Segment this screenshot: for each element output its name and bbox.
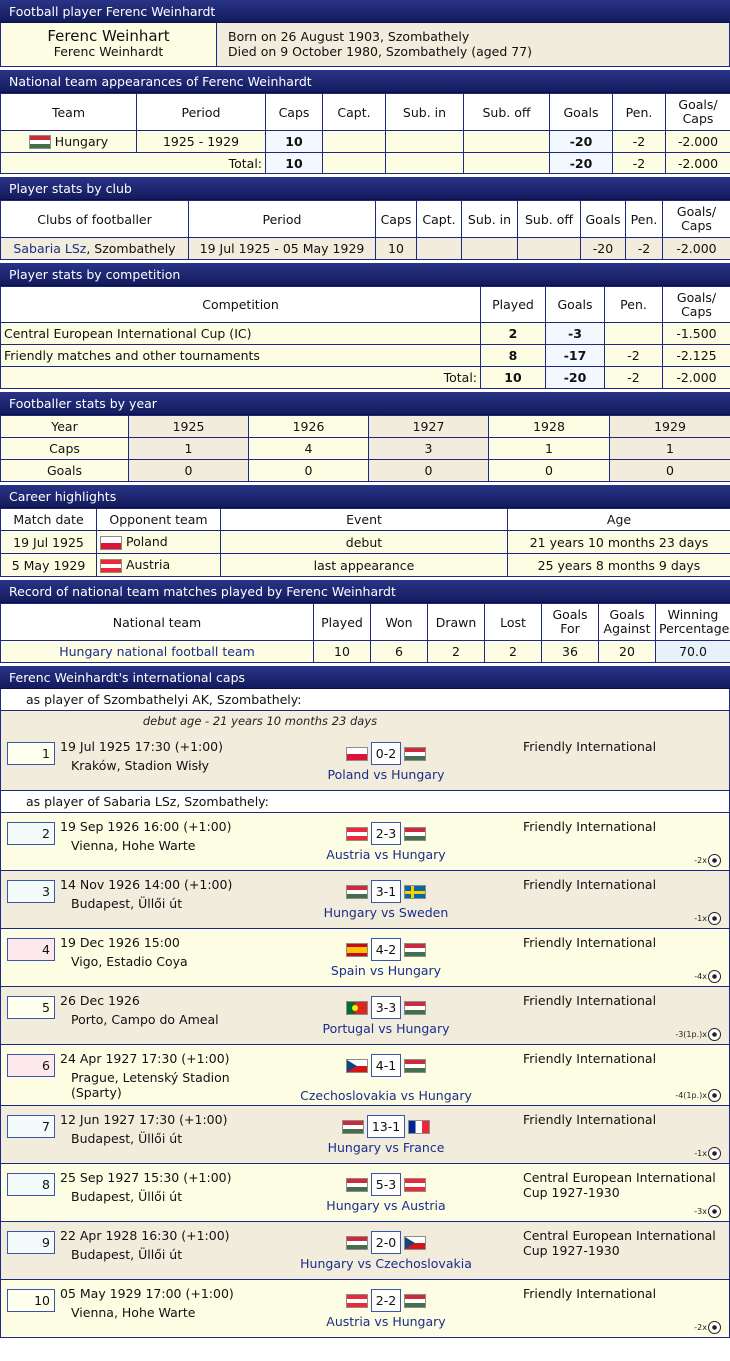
score-row [336, 742, 436, 765]
score-row [336, 1231, 436, 1254]
club-stats-table [0, 200, 730, 260]
match-row [0, 813, 730, 871]
match-teams-link[interactable]: Spain vs Hungary [330, 963, 442, 978]
total-row [1, 367, 730, 389]
goals-conceded-label: -2x [694, 856, 707, 865]
played-cell: 10 [314, 641, 371, 663]
match-date: 12 Jun 1927 17:30 (+1:00) [60, 1112, 228, 1127]
period-cell: 19 Jul 1925 - 05 May 1929 [189, 238, 376, 260]
col-sub-in: Sub. in [462, 201, 518, 238]
score-row [336, 1115, 436, 1138]
goals-conceded [694, 1321, 721, 1334]
goals-for-cell: 36 [542, 641, 599, 663]
total-label: Total: [1, 367, 481, 389]
match-venue: Budapest, Üllői út [71, 896, 183, 911]
goals-conceded [694, 912, 721, 925]
match-row [0, 1045, 730, 1106]
goals-against-cell: 20 [599, 641, 656, 663]
drawn-cell: 2 [428, 641, 485, 663]
goals-conceded [694, 854, 721, 867]
competition-name: Central European International Cup 1927-1930 [523, 1170, 716, 1200]
player-name: Ferenc Weinhart [47, 27, 170, 45]
caps-cell: 10 [266, 131, 323, 153]
poland-flag-icon [346, 747, 368, 761]
caps-cell: 10 [376, 238, 417, 260]
caps-section-title: Ferenc Weinhardt's international caps [0, 666, 730, 689]
total-pen: -2 [613, 153, 666, 174]
match-number[interactable]: 10 [7, 1289, 55, 1312]
col-goals: Goals [550, 94, 613, 131]
goals-conceded-label: -1x [694, 1149, 707, 1158]
competition-name: Friendly International [523, 1112, 657, 1127]
score-box[interactable]: 5-3 [371, 1173, 401, 1196]
score-box[interactable]: 3-3 [371, 996, 401, 1019]
table-row [1, 641, 730, 663]
col-match-date: Match date [1, 509, 97, 531]
col-club: Clubs of footballer [1, 201, 189, 238]
col-ratio: Goals/ Caps [663, 201, 730, 238]
hungary-flag-icon [346, 1236, 368, 1250]
total-played: 10 [481, 367, 546, 389]
match-date: 14 Nov 1926 14:00 (+1:00) [60, 877, 233, 892]
pen-cell: -2 [626, 238, 663, 260]
national-section-title: National team appearances of Ferenc Weinhardt [0, 70, 730, 93]
goals-label: Goals [1, 460, 129, 482]
total-goals: -20 [550, 153, 613, 174]
score-row [336, 1289, 436, 1312]
competition-name: Friendly International [523, 935, 657, 950]
hungary-flag-icon [346, 885, 368, 899]
total-goals: -20 [546, 367, 605, 389]
competition-stats-table [0, 286, 730, 389]
ratio-cell: -2.000 [666, 131, 730, 153]
match-teams-link[interactable]: Poland vs Hungary [327, 767, 445, 782]
match-teams-link[interactable]: Austria vs Hungary [326, 1314, 446, 1329]
col-caps: Caps [376, 201, 417, 238]
match-date: 19 Jul 1925 17:30 (+1:00) [60, 739, 224, 754]
caps-cell: 1 [129, 438, 249, 460]
competition-name: Friendly International [523, 1286, 657, 1301]
france-flag-icon [408, 1120, 430, 1134]
player-bio [217, 23, 729, 66]
col-pen: Pen. [605, 287, 663, 323]
table-row [1, 238, 730, 260]
club-subheading: as player of Sabaria LSz, Szombathely: [0, 791, 730, 813]
col-played: Played [481, 287, 546, 323]
col-pen: Pen. [626, 201, 663, 238]
hungary-flag-icon [404, 1001, 426, 1015]
caps-cell: 3 [369, 438, 489, 460]
goals-cell: 0 [129, 460, 249, 482]
ratio-cell: -1.500 [663, 323, 730, 345]
match-date: 05 May 1929 17:00 (+1:00) [60, 1286, 234, 1301]
match-number[interactable]: 8 [7, 1173, 55, 1196]
col-goals-against: Goals Against [599, 604, 656, 641]
goals-conceded-label: -1x [694, 914, 707, 923]
club-section-title: Player stats by club [0, 177, 730, 200]
score-row [336, 996, 436, 1019]
match-row [0, 871, 730, 929]
lost-cell: 2 [485, 641, 542, 663]
match-row [0, 1106, 730, 1164]
match-teams-link[interactable]: Hungary vs Austria [326, 1198, 446, 1213]
played-cell: 2 [481, 323, 546, 345]
match-teams-link[interactable]: Portugal vs Hungary [322, 1021, 450, 1036]
col-event: Event [221, 509, 508, 531]
total-label: Total: [137, 153, 266, 174]
year-cell: 1925 [129, 416, 249, 438]
col-ratio: Goals/ Caps [663, 287, 730, 323]
goals-cell: -20 [581, 238, 626, 260]
col-won: Won [371, 604, 428, 641]
competition-name: Central European International Cup (IC) [1, 323, 481, 345]
goals-cell: 0 [489, 460, 610, 482]
sub-off-cell [464, 131, 550, 153]
years-section-title: Footballer stats by year [0, 392, 730, 415]
table-row [1, 531, 730, 554]
col-national-team: National team [1, 604, 314, 641]
portugal-flag-icon [346, 1001, 368, 1015]
col-caps: Caps [266, 94, 323, 131]
hungary-flag-icon [404, 1059, 426, 1073]
competition-name: Friendly International [523, 1051, 657, 1066]
football-icon [708, 1321, 721, 1334]
caps-row [1, 438, 730, 460]
pen-cell: -2 [605, 345, 663, 367]
competition-name: Central European International Cup 1927-1930 [523, 1228, 716, 1258]
match-date: 26 Dec 1926 [60, 993, 140, 1008]
goals-conceded [694, 970, 721, 983]
football-icon [708, 1089, 721, 1102]
austria-flag-icon [100, 559, 122, 573]
football-icon [708, 1028, 721, 1041]
hungary-flag-icon [404, 747, 426, 761]
col-sub-off: Sub. off [464, 94, 550, 131]
pen-cell: -2 [613, 131, 666, 153]
goals-conceded [675, 1028, 721, 1041]
match-venue: Budapest, Üllői út [71, 1131, 183, 1146]
match-row [0, 1164, 730, 1222]
event-cell: last appearance [221, 554, 508, 577]
goals-conceded-label: -3(1p.)x [675, 1030, 707, 1039]
col-opponent: Opponent team [97, 509, 221, 531]
austria-flag-icon [404, 1178, 426, 1192]
caps-label: Caps [1, 438, 129, 460]
goals-cell: -3 [546, 323, 605, 345]
career-highlights-table [0, 508, 730, 577]
football-icon [708, 1147, 721, 1160]
col-goals: Goals [546, 287, 605, 323]
col-team: Team [1, 94, 137, 131]
profile-section-title: Football player Ferenc Weinhardt [0, 0, 730, 23]
capt-cell [323, 131, 386, 153]
age-cell: 21 years 10 months 23 days [508, 531, 730, 554]
football-icon [708, 1205, 721, 1218]
player-alt-name: Ferenc Weinhardt [53, 44, 164, 59]
col-winning-pct: Winning Percentage [656, 604, 730, 641]
match-venue: Prague, Letenský Stadion (Sparty) [71, 1070, 230, 1100]
total-row [1, 153, 730, 174]
caps-cell: 1 [489, 438, 610, 460]
col-capt: Capt. [417, 201, 462, 238]
ratio-cell: -2.000 [663, 238, 730, 260]
competition-name: Friendly International [523, 877, 657, 892]
col-goals-for: Goals For [542, 604, 599, 641]
match-teams-link[interactable]: Hungary vs Sweden [323, 905, 449, 920]
score-box[interactable]: 2-3 [371, 822, 401, 845]
match-record-table [0, 603, 730, 663]
match-number[interactable]: 2 [7, 822, 55, 845]
match-venue: Budapest, Üllői út [71, 1189, 183, 1204]
match-number[interactable]: 5 [7, 996, 55, 1019]
match-teams-link[interactable]: Czechoslovakia vs Hungary [300, 1088, 472, 1103]
profile-box [0, 23, 730, 67]
poland-flag-icon [100, 536, 122, 550]
match-date: 19 Dec 1926 15:00 [60, 935, 180, 950]
table-row [1, 345, 730, 367]
match-row [0, 987, 730, 1045]
col-period: Period [189, 201, 376, 238]
club-cell: Sabaria LSz, Szombathely [1, 238, 189, 260]
score-row [336, 880, 436, 903]
goals-conceded [694, 1147, 721, 1160]
hungary-flag-icon [404, 827, 426, 841]
col-played: Played [314, 604, 371, 641]
date-cell: 5 May 1929 [1, 554, 97, 577]
played-cell: 8 [481, 345, 546, 367]
opponent-cell: Poland [97, 531, 221, 554]
age-cell: 25 years 8 months 9 days [508, 554, 730, 577]
hungary-flag-icon [404, 1294, 426, 1308]
table-row [1, 131, 730, 153]
match-date: 22 Apr 1928 16:30 (+1:00) [60, 1228, 230, 1243]
event-cell: debut [221, 531, 508, 554]
score-box[interactable]: 13-1 [367, 1115, 405, 1138]
match-row [0, 1280, 730, 1338]
match-date: 25 Sep 1927 15:30 (+1:00) [60, 1170, 232, 1185]
col-sub-off: Sub. off [518, 201, 581, 238]
pen-cell [605, 323, 663, 345]
col-ratio: Goals/ Caps [666, 94, 730, 131]
col-pen: Pen. [613, 94, 666, 131]
year-row [1, 416, 730, 438]
competition-name: Friendly International [523, 993, 657, 1008]
goals-conceded-label: -4(1p.)x [675, 1091, 707, 1100]
match-date: 24 Apr 1927 17:30 (+1:00) [60, 1051, 230, 1066]
caps-cell: 4 [249, 438, 369, 460]
total-ratio: -2.000 [666, 153, 730, 174]
czechoslovakia-flag-icon [404, 1236, 426, 1250]
score-row [336, 1173, 436, 1196]
national-appearances-table [0, 93, 730, 174]
match-row [0, 929, 730, 987]
caps-list [0, 711, 730, 1338]
match-venue: Vienna, Hohe Warte [71, 838, 196, 853]
match-venue: Vigo, Estadio Coya [71, 954, 188, 969]
sub-in-cell [386, 131, 464, 153]
goals-cell: -17 [546, 345, 605, 367]
match-number[interactable]: 4 [7, 938, 55, 961]
score-row [336, 1054, 436, 1077]
win-pct-cell: 70.0 [656, 641, 730, 663]
table-row [1, 554, 730, 577]
match-number[interactable]: 3 [7, 880, 55, 903]
match-row [0, 1222, 730, 1280]
competition-section-title: Player stats by competition [0, 263, 730, 286]
club-link[interactable]: Sabaria LSz [13, 241, 87, 256]
match-row [0, 711, 730, 791]
club-subheading: as player of Szombathelyi AK, Szombathely: [0, 689, 730, 711]
austria-flag-icon [346, 827, 368, 841]
match-venue: Kraków, Stadion Wisły [71, 758, 210, 773]
score-box[interactable]: 4-2 [371, 938, 401, 961]
record-section-title: Record of national team matches played by Ferenc Weinhardt [0, 580, 730, 603]
match-number[interactable]: 1 [7, 742, 55, 765]
hungary-flag-icon [342, 1120, 364, 1134]
match-date: 19 Sep 1926 16:00 (+1:00) [60, 819, 232, 834]
ratio-cell: -2.125 [663, 345, 730, 367]
year-label: Year [1, 416, 129, 438]
player-name-cell [1, 23, 217, 66]
goals-cell: -20 [550, 131, 613, 153]
year-cell: 1928 [489, 416, 610, 438]
score-box[interactable]: 0-2 [371, 742, 401, 765]
goals-cell: 0 [610, 460, 730, 482]
highlights-section-title: Career highlights [0, 485, 730, 508]
goals-conceded [694, 1205, 721, 1218]
col-capt: Capt. [323, 94, 386, 131]
score-row [336, 822, 436, 845]
goals-conceded-label: -4x [694, 972, 707, 981]
death-info: Died on 9 October 1980, Szombathely (aged 77) [228, 44, 533, 59]
team-link[interactable]: Hungary national football team [59, 644, 255, 659]
football-icon [708, 912, 721, 925]
goals-cell: 0 [369, 460, 489, 482]
birth-info: Born on 26 August 1903, Szombathely [228, 29, 470, 44]
score-box[interactable]: 3-1 [371, 880, 401, 903]
year-cell: 1929 [610, 416, 730, 438]
total-caps: 10 [266, 153, 323, 174]
col-lost: Lost [485, 604, 542, 641]
austria-flag-icon [346, 1294, 368, 1308]
score-box[interactable]: 4-1 [371, 1054, 401, 1077]
total-ratio: -2.000 [663, 367, 730, 389]
won-cell: 6 [371, 641, 428, 663]
col-age: Age [508, 509, 730, 531]
debut-note: debut age - 21 years 10 months 23 days [142, 714, 378, 728]
match-number[interactable]: 7 [7, 1115, 55, 1138]
score-row [336, 938, 436, 961]
hungary-flag-icon [404, 943, 426, 957]
football-icon [708, 970, 721, 983]
competition-name: Friendly matches and other tournaments [1, 345, 481, 367]
score-box[interactable]: 2-0 [371, 1231, 401, 1254]
col-competition: Competition [1, 287, 481, 323]
year-cell: 1926 [249, 416, 369, 438]
team-cell[interactable]: Hungary [1, 131, 137, 153]
opponent-cell: Austria [97, 554, 221, 577]
match-venue: Budapest, Üllői út [71, 1247, 183, 1262]
match-teams-link[interactable]: Austria vs Hungary [326, 847, 446, 862]
match-teams-link[interactable]: Hungary vs France [327, 1140, 445, 1155]
football-icon [708, 854, 721, 867]
col-goals: Goals [581, 201, 626, 238]
total-pen: -2 [605, 367, 663, 389]
match-number[interactable]: 6 [7, 1054, 55, 1077]
caps-cell: 1 [610, 438, 730, 460]
col-period: Period [137, 94, 266, 131]
goals-conceded-label: -2x [694, 1323, 707, 1332]
goals-cell: 0 [249, 460, 369, 482]
year-cell: 1927 [369, 416, 489, 438]
year-stats-table [0, 415, 730, 482]
match-venue: Porto, Campo do Ameal [71, 1012, 219, 1027]
col-drawn: Drawn [428, 604, 485, 641]
competition-name: Friendly International [523, 739, 657, 754]
czechoslovakia-flag-icon [346, 1059, 368, 1073]
goals-conceded [675, 1089, 721, 1102]
sweden-flag-icon [404, 885, 426, 899]
match-venue: Vienna, Hohe Warte [71, 1305, 196, 1320]
period-cell: 1925 - 1929 [137, 131, 266, 153]
competition-name: Friendly International [523, 819, 657, 834]
hungary-flag-icon [29, 135, 51, 149]
table-row [1, 323, 730, 345]
date-cell: 19 Jul 1925 [1, 531, 97, 554]
match-number[interactable]: 9 [7, 1231, 55, 1254]
score-box[interactable]: 2-2 [371, 1289, 401, 1312]
spain-flag-icon [346, 943, 368, 957]
hungary-flag-icon [346, 1178, 368, 1192]
goals-row [1, 460, 730, 482]
col-sub-in: Sub. in [386, 94, 464, 131]
goals-conceded-label: -3x [694, 1207, 707, 1216]
match-teams-link[interactable]: Hungary vs Czechoslovakia [300, 1256, 472, 1271]
